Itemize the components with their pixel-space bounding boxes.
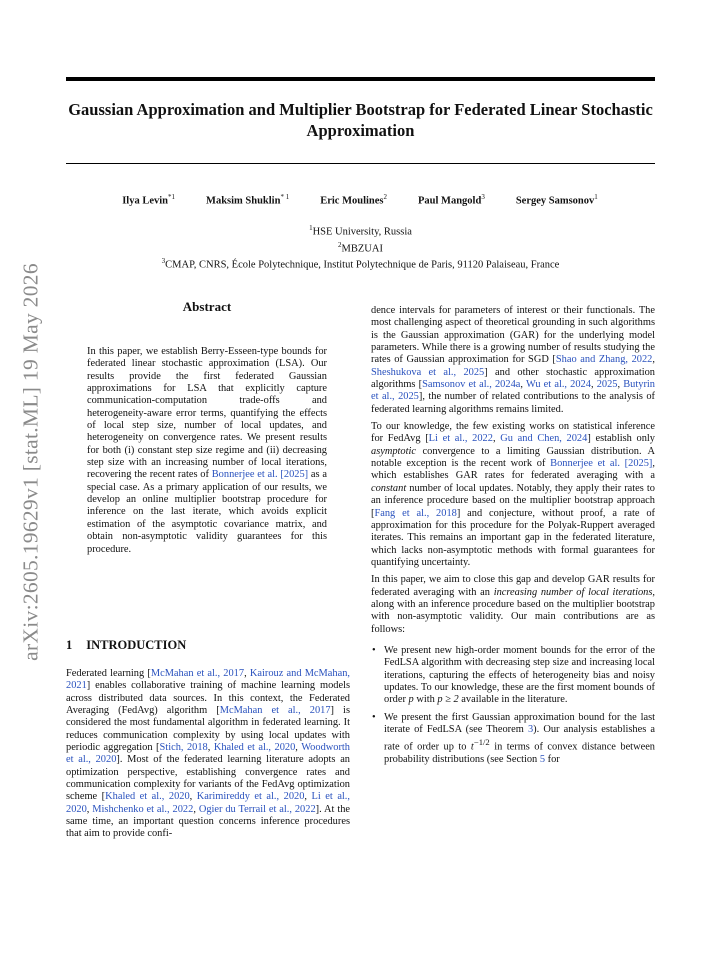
right-column [371,305,655,772]
affiliation: $^3$CMAP, CNRS, École Polytechnique, Institut Polytechnique de Paris, 91120 Palaiseau, France [161,257,560,271]
intro-paragraph: Federated learning [McMahan et al., 2017, Kairouz and McMahan, 2021] enables collaborative training of machine learning models across distributed data sources. In this context, the Federated Averaging (FedAvg) algorithm [McMahan et al., 2017] is considered the most fundamental algorithm in federated learning. It reduces communication complexity by using local updates with periodic aggregation [Stich, 2018, Khaled et al., 2020, Woodworth et al., 2020]. Most of the federated learning literature adopts an optimization perspective, establishing convergence rates and communication complexity for variants of the FedAvg optimization scheme [Khaled et al., 2020, Karimireddy et al., 2020, Li et al., 2020, Mishchenko et al., 2022, Ogier du Terrail et al., 2022]. At the same time, an important question concerns inference procedures that aim to provide confi- [66,668,351,840]
citation-link[interactable]: Wu et al., 2024 [525,379,591,391]
citation-link[interactable]: Kairouz and McMahan, 2021 [66,668,350,692]
paper-title: Gaussian Approximation and Multiplier Bootstrap for Federated Linear Stochastic Approximation [68,100,653,140]
citation-link[interactable]: Sheshukova et al., 2025 [371,366,485,378]
citation-link[interactable]: 2025 [596,379,618,391]
citation-link[interactable]: 5 [539,754,546,766]
citation-link[interactable]: Shao and Zhang, 2022 [555,354,653,366]
citation-link[interactable]: Bonnerjee et al. [2025] [550,458,653,470]
citation-link[interactable]: Samsonov et al., 2024a [422,379,521,391]
citation-link[interactable]: Karimireddy et al., 2020 [196,791,305,803]
abstract-paragraph: In this paper, we establish Berry-Esseen-type bounds for federated linear stochastic approximation (LSA). Our results provide the first federated Gaussian approximations for LSA that explicitly capture communication-computation trade-offs and heterogeneity-aware error terms, quantifying the effects of local step size, number of local updates, and heterogeneity on convergence rates. We present results for both (i) constant step size regime and (ii) decreasing step size with an increasing number of local iterations, recovering the recent rates of Bonnerjee et al. [2025] as a special case. As a primary application of our results, we develop an online multiplier bootstrap procedure for inference on the last iterate, which avoids explicit estimation of the asymptotic covariance matrix, and obtain non-asymptotic validity guarantees for this procedure. [87,346,327,555]
citation-link[interactable]: Ogier du Terrail et al., 2022 [198,803,316,815]
affiliation: $^1$HSE University, Russia [309,224,412,238]
author: Maksim Shuklin$^{* 1}$ [206,193,290,207]
author-list [60,193,660,207]
body-paragraph: In this paper, we aim to close this gap and develop GAR results for federated averaging with an increasing number of local iterations, along with an inference procedure based on the multiplier bootstrap with non-asymptotic validity. Our main contributions are as follows: [371,574,656,635]
citation-link[interactable]: 3 [527,724,534,735]
body-paragraph: dence intervals for parameters of interest or their functionals. The most challenging aspect of theoretical grounding in such algorithms is the Gaussian approximation (GAR) for the underlying model parameters. While there is a growing number of results studying the rates of Gaussian approximation for SGD [Shao and Zhang, 2022, Sheshukova et al., 2025] and other stochastic approximation algorithms [Samsonov et al., 2024a, Wu et al., 2024, 2025, Butyrin et al., 2025], the number of related contributions to the analysis of federated learning algorithms remains limited. [371,305,655,415]
list-item: • We present the first Gaussian approximation bound for the last iterate of FedLSA (see Theorem 3). Our analysis establishes a rate of order up to $t^{-1/2}$ in terms of convex distance between probability distributions (see Section 5 for [372,711,655,766]
section-heading: 1 INTRODUCTION [66,638,187,652]
citation-link[interactable]: Li et al., 2020 [66,791,351,815]
arxiv-identifier: arXiv:2605.19629v1 [stat.ML] 19 May 2026 [18,263,43,661]
citation-link[interactable]: Mishchenko et al., 2022 [92,803,194,815]
affiliation: $^2$MBZUAI [338,240,383,254]
arxiv-watermark [14,255,48,670]
citation-link[interactable]: McMahan et al., 2017 [219,705,331,717]
contributions-list [371,645,655,767]
author: Paul Mangold$^3$ [418,193,485,207]
title-bottom-rule [66,163,655,164]
citation-link[interactable]: Gu and Chen, 2024 [500,433,588,445]
citation-link[interactable]: Li et al., 2022 [428,433,493,445]
affiliations [66,222,655,272]
author: Eric Moulines$^2$ [320,193,387,207]
citation-link[interactable]: Khaled et al., 2020 [213,742,296,754]
list-item: • We present new high-order moment bounds for the error of the FedLSA algorithm with decreasing step size and increasing local iterations, capturing the effects of heterogeneity bias and noisy updates. To our knowledge, these are the first moment bounds of order p with p ≥ 2 available in the literature. [372,644,655,706]
abstract-body [87,346,327,556]
citation-link[interactable]: Butyrin et al., 2025 [371,379,655,403]
citation-link[interactable]: Khaled et al., 2020 [105,791,190,803]
author: Sergey Samsonov$^1$ [515,193,598,207]
abstract-heading: Abstract [182,299,232,314]
citation-link[interactable]: McMahan et al., 2017 [150,668,245,679]
citation-link[interactable]: Woodworth et al., 2020 [66,742,351,766]
bullet-icon: • [372,644,376,656]
author: Ilya Levin$^{*1}$ [122,193,176,207]
introduction-body [66,668,350,841]
bullet-icon: • [372,711,376,723]
body-paragraph: To our knowledge, the few existing works on statistical inference for FedAvg [Li et al., 2022, Gu and Chen, 2024] establish only asymptotic convergence to a limiting Gaussian distribution. A notable exception is the recent work of Bonnerjee et al. [2025], which establishes GAR rates for federated averaging with a constant number of local updates. Notably, they apply their rates to an inference procedure based on the multiplier bootstrap approach [Fang et al., 2018] and conjecture, without proof, a rate of approximation for this procedure for the Polyak-Ruppert averaged iterates. This remains an important gap in the federated literature, which lacks non-asymptotic methods with formal guarantees for quantifying uncertainty. [371,421,655,568]
citation-link[interactable]: Stich, 2018 [159,742,208,754]
top-rule [66,77,655,81]
citation-link[interactable]: Fang et al., 2018 [374,507,457,519]
citation-link[interactable]: Bonnerjee et al. [2025] [211,469,309,481]
